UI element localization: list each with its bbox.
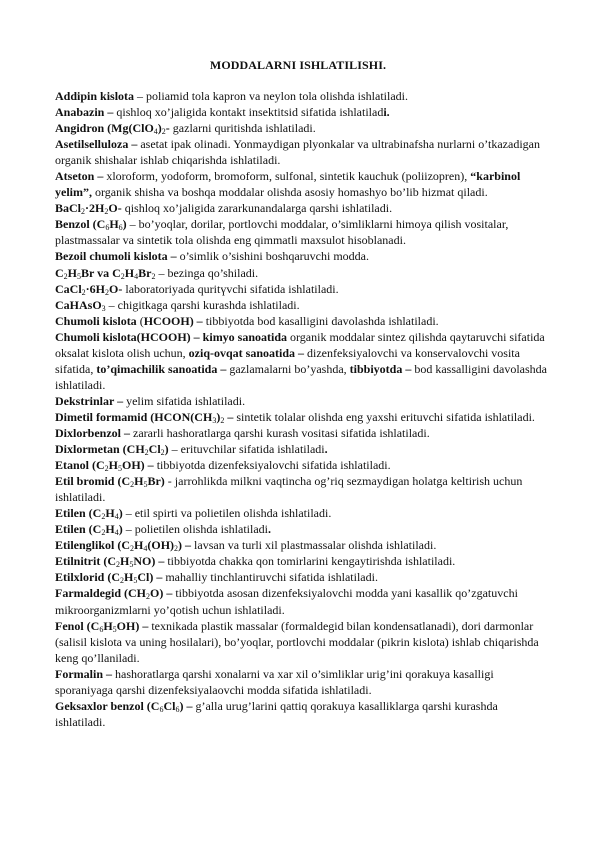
entry-text: tibbiyotda dizenfeksiyalovchi sifatida ishlatiladi.	[153, 458, 391, 473]
substance-entry	[55, 281, 547, 297]
substance-entry	[55, 297, 547, 313]
subscript: 2	[104, 207, 109, 217]
entry-term: Etilen (C	[55, 506, 102, 521]
entry-term: H	[103, 618, 113, 633]
entry-text: organik shisha va boshqa moddalar olishda asosiy homashyo bo’lib hizmat qiladi.	[92, 185, 488, 200]
substance-entry	[55, 104, 547, 120]
entry-term: NO) –	[133, 554, 165, 569]
substance-entry	[55, 537, 547, 553]
subscript: 5	[118, 464, 123, 474]
entry-text: tibbiyotda bod kasalligini davolashda ishlatiladi.	[202, 313, 439, 328]
entry-term: H	[67, 265, 78, 280]
entry-term: Atseton –	[55, 169, 104, 184]
substance-entry	[55, 393, 547, 409]
subscript: 4	[153, 127, 158, 137]
entry-text: – erituvchilar sifatida ishlatiladi	[168, 442, 325, 457]
entry-term: .	[268, 522, 271, 537]
entry-term: H	[109, 217, 119, 232]
entry-term: i.	[383, 105, 390, 120]
entry-text: (	[136, 313, 144, 328]
entry-term: ) –	[178, 538, 192, 553]
entry-term: C	[55, 265, 64, 280]
entry-term: H	[105, 506, 115, 521]
subscript: 2	[161, 127, 166, 137]
substance-entry	[55, 120, 547, 136]
entry-term: Chumoli kislota	[55, 313, 137, 328]
entry-text: gazlamalarni bo’yashda,	[226, 361, 350, 376]
entry-term: H	[105, 522, 115, 537]
substance-entry	[55, 168, 547, 200]
entry-text: – bo’yoqlar, dorilar, portlovchi moddalar, o’simliklarni himoya qilish vositalar, plastmassalar va sintetik tola olishda eng qimmatli maxsulot hisoblanadi.	[55, 217, 509, 248]
entry-term: Cl	[148, 442, 161, 457]
substance-entry	[55, 505, 547, 521]
entries-list	[55, 88, 547, 730]
subscript: 6	[105, 223, 110, 233]
entry-term: Asetilselluloza –	[55, 137, 138, 152]
entry-term: Etilnitrit (C	[55, 554, 116, 569]
entry-term: OH) –	[122, 458, 154, 473]
page-title: MODDALARNI ISHLATILISHI.	[209, 58, 387, 72]
entry-term: .	[324, 442, 328, 457]
substance-entry	[55, 216, 547, 248]
entry-term: -	[165, 121, 170, 136]
entry-text: lavsan va turli xil plastmassalar olishda ishlatiladi.	[191, 538, 437, 553]
entry-term: Dixlormetan (CH	[55, 442, 145, 457]
entry-text: xloroform, yodoform, bromoform, sulfonal, sintetik kauchuk (poliizopren),	[103, 169, 471, 184]
entry-term: H	[124, 265, 135, 280]
subscript: 2	[81, 207, 86, 217]
entry-term: to’qimachilik sanoatida –	[96, 361, 227, 376]
entry-text: qishloq xo’jaligida zararkunandalarga qarshi ishlatiladi.	[121, 201, 393, 216]
substance-entry	[55, 473, 547, 505]
entry-term: Chumoli kislota(HCOOH) – kimyo sanoatida	[55, 329, 288, 344]
entry-term: Etanol (C	[55, 458, 105, 473]
entry-term: Bezoil chumoli kislota –	[55, 249, 177, 264]
entry-term: H	[120, 554, 130, 569]
subscript: 2	[101, 512, 106, 522]
entry-term: tibbiyotda –	[349, 361, 412, 376]
substance-entry	[55, 88, 547, 104]
entry-term: Cl) –	[137, 570, 163, 585]
subscript: 2	[220, 415, 225, 425]
substance-entry	[55, 329, 547, 393]
subscript: 2	[120, 576, 124, 586]
substance-entry	[55, 698, 547, 730]
subscript: 2	[116, 560, 120, 570]
entry-term: oziq-ovqat sanoatida –	[188, 345, 305, 360]
substance-entry	[55, 200, 547, 216]
entry-term: Etilen (C	[55, 522, 102, 537]
substance-entry	[55, 265, 547, 281]
entry-text: yelim sifatida ishlatiladi.	[123, 393, 246, 408]
entry-term: Geksaxlor benzol (C	[55, 698, 160, 713]
entry-text: tibbiyotda asosan dizenfeksiyalovchi modda yani kasallik qo’zgatuvchi mikroorganizmlarni yo’qotish uchun ishlatiladi.	[55, 586, 518, 617]
substance-entry	[55, 441, 547, 457]
entry-term: OH) –	[116, 618, 149, 633]
substance-entry	[55, 313, 547, 329]
entry-text: o’simlik o’sishini boshqaruvchi modda.	[176, 249, 369, 264]
subscript: 6	[99, 624, 104, 634]
entry-term: )	[118, 506, 123, 521]
entry-term: Dekstrinlar –	[55, 393, 124, 408]
entry-term: Etil bromid (C	[55, 474, 131, 489]
subscript: 2	[174, 544, 179, 554]
subscript: 2	[105, 287, 110, 297]
entry-text: zararli hashoratlarga qarshi kurash vositasi sifatida ishlatiladi.	[130, 425, 430, 440]
entry-term: H	[134, 538, 144, 553]
subscript: 2	[120, 271, 125, 281]
entry-text: tibbiyotda chakka qon tomirlarini kengaytirishda ishlatiladi.	[164, 554, 456, 569]
entry-term: Br va C	[81, 265, 121, 280]
entry-term: Addipin kislota	[55, 89, 135, 103]
entry-term: CaHAsO	[55, 297, 102, 312]
entry-text: – poliamid tola kapron va neylon tola olishda ishlatiladi.	[134, 89, 408, 103]
entry-text: texnikada plastik massalar (formaldegid bilan kondensatlanadi), dori darmonlar (salisil kislota va uning hosilalari), bo’yoqlar, portlovchi moddalar (pikrin kislota) ishlab chiqarishda keng qo’llaniladi.	[55, 618, 539, 665]
subscript: 2	[81, 287, 86, 297]
substance-entry	[55, 553, 547, 569]
subscript: 5	[77, 271, 82, 281]
entry-term: ·2H	[85, 201, 105, 216]
entry-term: CaCl	[55, 281, 82, 296]
entry-term: H	[134, 474, 144, 489]
entry-text: – chigitkaga qarshi kurashda ishlatiladi.	[105, 297, 300, 312]
subscript: 2	[144, 448, 149, 458]
entry-term: Br)	[147, 474, 165, 489]
subscript: 6	[175, 704, 180, 714]
entry-text: sintetik tolalar olishda eng yaxshi erituvchi sifatida ishlatiladi.	[233, 409, 535, 424]
entry-text: organik moddalar sintez qilishda qaytaruvchi sifatida oksalat kislota olish uchun,	[55, 329, 545, 360]
entry-text: - jarrohlikda milkni vaqtincha og’riq sezmaydigan holatga keltirish uchun ishlatiladi.	[55, 474, 523, 505]
entry-term: Etilenglikol (C	[55, 538, 131, 553]
subscript: 2	[151, 271, 156, 281]
subscript: 6	[159, 704, 164, 714]
subscript: 2	[101, 528, 106, 538]
entry-term: O-	[108, 201, 122, 216]
subscript: 2	[104, 464, 109, 474]
entry-term: H	[124, 570, 134, 585]
entry-text: – polietilen olishda ishlatiladi	[122, 522, 268, 537]
subscript: 4	[143, 544, 148, 554]
substance-entry	[55, 666, 547, 698]
entry-term: )	[122, 217, 127, 232]
entry-term: Fenol (C	[55, 618, 100, 633]
subscript: 3	[212, 415, 217, 425]
entry-term: )	[157, 121, 162, 136]
subscript: 4	[114, 528, 119, 538]
entry-term: ·6H	[85, 281, 106, 296]
substance-entry	[55, 457, 547, 473]
subscript: 2	[130, 480, 135, 490]
entry-term: )	[164, 442, 169, 457]
entry-term: Cl	[163, 698, 176, 713]
substance-entry	[55, 425, 547, 441]
substance-entry	[55, 618, 547, 666]
entry-term: O) –	[150, 586, 173, 601]
entry-text: dizenfeksiyalovchi va konservalovchi vosita sifatida,	[55, 345, 520, 376]
subscript: 4	[134, 271, 139, 281]
entry-term: )	[216, 409, 221, 424]
subscript: 2	[146, 592, 150, 602]
entry-term: )	[118, 522, 123, 537]
substance-entry	[55, 409, 547, 425]
subscript: 2	[130, 544, 135, 554]
substance-entry	[55, 521, 547, 537]
entry-term: Dimetil formamid (HCON(CH	[55, 409, 213, 424]
entry-text: gazlarni quritishda ishlatiladi.	[169, 121, 316, 136]
entry-text: g’alla urug’larini qattiq qorakuya kasalliklarga qarshi kurashda ishlatiladi.	[55, 698, 498, 729]
entry-term: BaCl	[55, 201, 82, 216]
entry-term: –	[224, 409, 234, 424]
subscript: 2	[160, 448, 165, 458]
entry-term: Anabazin –	[55, 105, 114, 120]
subscript: 6	[118, 223, 123, 233]
entry-term: Dixlorbenzol –	[55, 425, 130, 440]
entry-term: Benzol (C	[55, 217, 106, 232]
entry-term: H	[108, 458, 119, 473]
entry-term: Formalin –	[55, 666, 112, 681]
entry-term: Etilxlorid (C	[55, 570, 120, 585]
subscript: 3	[101, 303, 106, 313]
entry-text: asetat ipak olinadi. Yonmaydigan plyonkalar va ultrabinafsha nurlarni o’tkazadigan organik shishalar ishlab chiqarishda ishlatiladi.	[55, 137, 540, 168]
entry-term: Angidron (Mg(ClO	[55, 121, 154, 136]
subscript: 2	[63, 271, 68, 281]
subscript: 4	[114, 512, 119, 522]
entry-term: ) –	[179, 698, 193, 713]
entry-term: Br	[138, 265, 152, 280]
entry-term: HCOOH) –	[143, 313, 203, 328]
substance-entry	[55, 585, 547, 617]
subscript: 5	[133, 576, 138, 586]
entry-text: hashoratlarga qarshi xonalarni va xar xil o’simliklar urig’ini qorakuya kasalligi sporaniyaga qarshi dizenfeksiyalaovchi modda sifatida ishlatiladi.	[55, 666, 494, 697]
entry-text: qishloq xo’jaligida kontakt insektitsid sifatida ishlatilad	[113, 105, 384, 120]
entry-term: O-	[109, 281, 123, 296]
subscript: 5	[129, 560, 134, 570]
entry-term: Farmaldegid (CH	[55, 586, 146, 601]
entry-text: – bezinga qo’shiladi.	[155, 265, 259, 280]
substance-entry	[55, 136, 547, 168]
subscript: 5	[112, 624, 117, 634]
subscript: 5	[143, 480, 148, 490]
entry-text: bod kassalligini davolashda ishlatiladi.	[55, 361, 547, 392]
substance-entry	[55, 248, 547, 264]
entry-text: laboratoriyada quritүvchi sifatida ishlatiladi.	[122, 281, 339, 296]
substance-entry	[55, 569, 547, 585]
entry-term: “karbinol yelim”,	[55, 169, 521, 200]
entry-term: (OH)	[147, 538, 175, 553]
entry-text: – etil spirti va polietilen olishda ishlatiladi.	[122, 506, 332, 521]
entry-text: mahalliy tinchlantiruvchi sifatida ishlatiladi.	[162, 570, 378, 585]
